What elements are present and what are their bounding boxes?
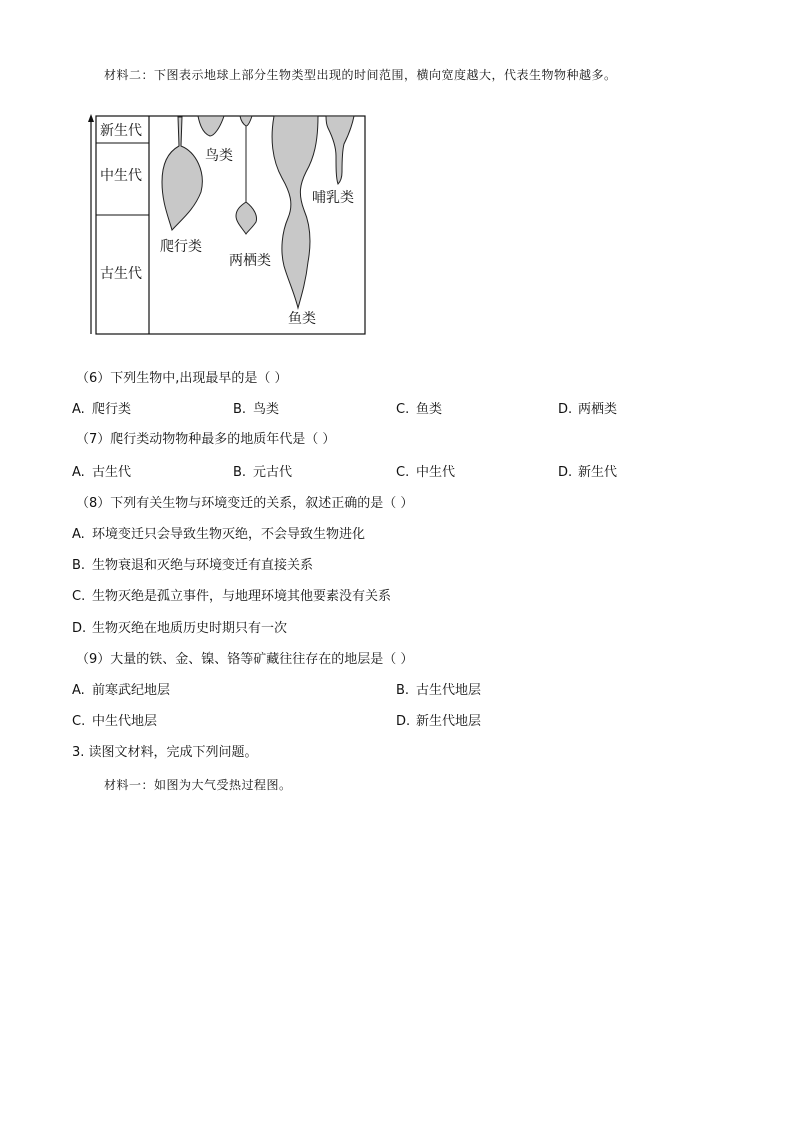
bird-shape [198,116,224,136]
question-8-option-b[interactable]: B. 生物衰退和灭绝与环境变迁有直接关系 [72,558,314,573]
question-6-option-c[interactable]: C. 鱼类 [396,402,443,417]
question-9-option-d[interactable]: D. 新生代地层 [396,714,482,729]
question-9-option-c[interactable]: C. 中生代地层 [72,714,158,729]
question-6-option-b[interactable]: B. 鸟类 [233,402,280,417]
question-9-option-b[interactable]: B. 古生代地层 [396,683,482,698]
label-reptile: 爬行类 [160,239,202,255]
label-bird: 鸟类 [205,148,233,164]
question-6-stem: （6）下列生物中,出现最早的是（ ） [76,371,288,386]
label-mammal: 哺乳类 [312,190,354,206]
small-branch-shape [240,116,252,126]
material-two-text: 材料二：下图表示地球上部分生物类型出现的时间范围，横向宽度越大，代表生物物种越多。 [104,68,617,82]
reptile-shape [162,117,202,230]
amphibian-shape [236,202,257,234]
question-8-stem: （8）下列有关生物与环境变迁的关系，叙述正确的是（ ） [76,496,414,511]
question-7-option-a[interactable]: A. 古生代 [72,465,132,480]
question-7-stem: （7）爬行类动物物种最多的地质年代是（ ） [76,432,336,447]
question-9-option-a[interactable]: A. 前寒武纪地层 [72,683,171,698]
time-arrow-head [88,114,94,122]
material-one-text: 材料一：如图为大气受热过程图。 [104,778,292,792]
question-8-option-d[interactable]: D. 生物灭绝在地质历史时期只有一次 [72,621,288,636]
question-6-option-a[interactable]: A. 爬行类 [72,402,132,417]
question-7-option-d[interactable]: D. 新生代 [558,465,618,480]
fish-shape [272,116,318,308]
label-fish: 鱼类 [288,311,316,327]
organism-timeline-figure [86,112,368,338]
era-mesozoic: 中生代 [100,168,142,184]
question-9-stem: （9）大量的铁、金、镍、铬等矿藏往往存在的地层是（ ） [76,652,414,667]
label-amphibian: 两栖类 [229,253,271,269]
question-8-option-c[interactable]: C. 生物灭绝是孤立事件，与地理环境其他要素没有关系 [72,589,392,604]
era-cenozoic: 新生代 [100,123,142,139]
question-6-option-d[interactable]: D. 两栖类 [558,402,618,417]
question-3-heading: 3. 读图文材料，完成下列问题。 [72,745,258,760]
era-paleozoic: 古生代 [100,266,142,282]
question-8-option-a[interactable]: A. 环境变迁只会导致生物灭绝，不会导致生物进化 [72,527,366,542]
question-7-option-c[interactable]: C. 中生代 [396,465,456,480]
question-7-option-b[interactable]: B. 元古代 [233,465,293,480]
mammal-shape [326,116,354,184]
